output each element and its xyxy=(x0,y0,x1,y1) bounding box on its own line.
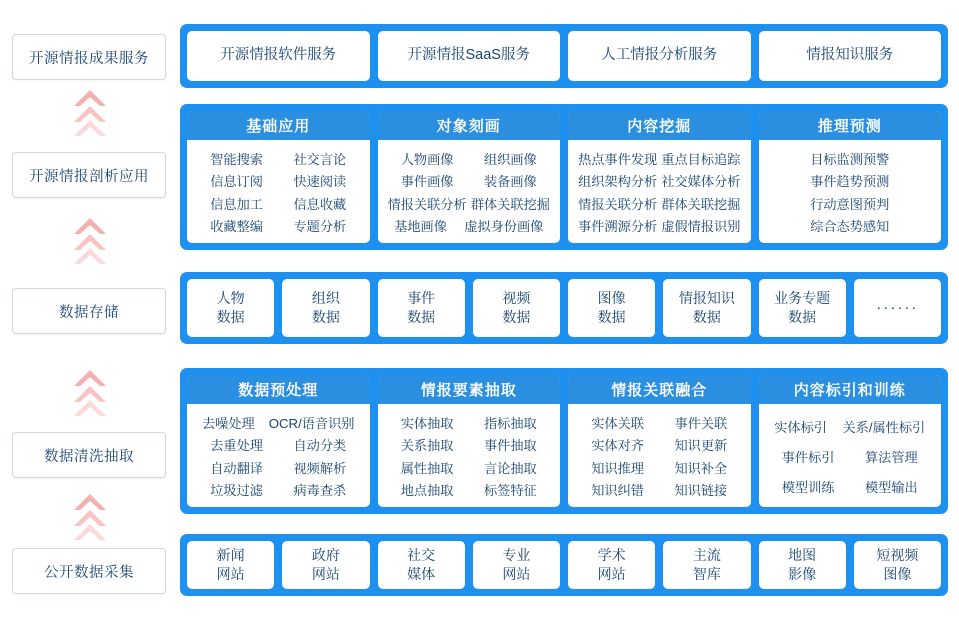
card-item[interactable]: 地点抽取 xyxy=(400,483,454,499)
card-item[interactable]: 事件关联 xyxy=(674,415,728,431)
stage-rail xyxy=(12,0,170,618)
card-row xyxy=(195,171,362,190)
card-title: 情报要素抽取 xyxy=(378,375,561,404)
rail-arrow-3 xyxy=(68,364,112,420)
storage-item-line1: 图像 xyxy=(597,290,626,307)
analysis-card-basic[interactable] xyxy=(187,111,370,243)
card-row xyxy=(195,480,362,499)
storage-item[interactable] xyxy=(568,279,655,337)
card-item[interactable]: 模型训练 xyxy=(781,479,835,495)
card-row xyxy=(386,413,553,432)
source-item-line2: 影像 xyxy=(788,566,817,582)
card-item[interactable]: 热点事件发现 xyxy=(578,151,658,167)
storage-item[interactable] xyxy=(187,279,274,337)
source-item[interactable] xyxy=(473,541,560,589)
card-item[interactable]: 群体关联挖掘 xyxy=(470,196,550,212)
card-row xyxy=(576,194,743,213)
card-item[interactable]: 信息加工 xyxy=(210,196,263,212)
card-item[interactable]: 群体关联挖掘 xyxy=(661,196,741,212)
rail-label-text: 开源情报成果服务 xyxy=(29,50,149,67)
card-row xyxy=(576,216,743,235)
storage-item[interactable] xyxy=(282,279,369,337)
card-item[interactable]: 实体标引 xyxy=(774,419,827,435)
card-item[interactable]: 智能搜索 xyxy=(210,151,263,167)
analysis-card-inference[interactable] xyxy=(759,111,942,243)
card-row xyxy=(767,149,934,168)
card-row xyxy=(767,447,934,466)
storage-item-line1: 业务专题 xyxy=(774,290,831,307)
card-row xyxy=(386,480,553,499)
card-title: 内容标引和训练 xyxy=(759,375,942,404)
chevron-up-icon xyxy=(70,490,110,542)
card-item[interactable]: 专题分析 xyxy=(293,219,347,235)
storage-item-line2: 数据 xyxy=(597,309,626,325)
source-item-line1: 短视频 xyxy=(876,547,919,564)
source-item[interactable] xyxy=(282,541,369,589)
card-row xyxy=(576,413,743,432)
card-item[interactable]: 快速阅读 xyxy=(293,174,347,190)
storage-item[interactable] xyxy=(378,279,465,337)
source-item-line2: 网站 xyxy=(216,566,245,582)
card-row xyxy=(767,477,934,496)
source-item[interactable] xyxy=(187,541,274,589)
card-item[interactable]: 事件抽取 xyxy=(484,438,537,454)
card-title: 数据预处理 xyxy=(187,375,370,404)
card-item[interactable]: 社交媒体分析 xyxy=(661,174,741,190)
storage-item-line1: 情报知识 xyxy=(678,290,735,307)
rail-label-text: 开源情报剖析应用 xyxy=(29,168,149,185)
card-row xyxy=(195,413,362,432)
rail-arrow-4 xyxy=(68,488,112,544)
card-item[interactable]: 知识链接 xyxy=(674,483,728,499)
rail-label-text: 数据存储 xyxy=(59,304,119,321)
storage-item-line1: 组织 xyxy=(311,290,340,307)
source-item-line2: 网站 xyxy=(502,566,531,582)
source-item-line1: 新闻 xyxy=(216,547,245,564)
service-item[interactable]: 开源情报软件服务 xyxy=(187,31,370,81)
band-storage xyxy=(180,272,948,344)
storage-item-line1: 事件 xyxy=(407,290,436,307)
card-item[interactable]: 社交言论 xyxy=(293,151,347,167)
card-row xyxy=(767,194,934,213)
rail-label-text: 公开数据采集 xyxy=(44,564,134,581)
source-item[interactable] xyxy=(759,541,846,589)
rail-label-cleaning xyxy=(12,432,166,478)
band-service xyxy=(180,24,948,88)
card-row xyxy=(195,216,362,235)
card-title: 内容挖掘 xyxy=(568,111,751,140)
source-item-line2: 智库 xyxy=(692,566,721,582)
source-item-line2: 媒体 xyxy=(407,566,436,582)
rail-label-sources xyxy=(12,548,166,594)
card-item[interactable]: 模型输出 xyxy=(865,479,918,495)
storage-item[interactable] xyxy=(663,279,750,337)
rail-label-service xyxy=(12,34,166,80)
card-item[interactable]: 实体抽取 xyxy=(400,415,454,431)
storage-item-line1: 人物 xyxy=(216,290,245,307)
card-item[interactable]: 自动分类 xyxy=(293,438,347,454)
card-item[interactable]: 人物画像 xyxy=(400,151,454,167)
cleaning-card-annotation-training[interactable] xyxy=(759,375,942,507)
rail-arrow-2 xyxy=(68,212,112,268)
source-item[interactable] xyxy=(568,541,655,589)
card-item[interactable]: 虚拟身份画像 xyxy=(464,219,544,235)
card-row xyxy=(195,458,362,477)
source-item-line2: 网站 xyxy=(597,566,626,582)
card-body xyxy=(187,404,370,507)
card-item[interactable]: 实体对齐 xyxy=(591,438,644,454)
card-body xyxy=(568,140,751,243)
source-item-line1: 社交 xyxy=(407,547,436,564)
card-item[interactable]: 事件趋势预测 xyxy=(810,174,890,190)
source-item-line2: 图像 xyxy=(883,566,912,582)
rail-label-analysis xyxy=(12,152,166,198)
card-item[interactable]: 收藏整编 xyxy=(210,219,263,235)
analysis-card-content-mining[interactable] xyxy=(568,111,751,243)
card-item[interactable]: 目标监测预警 xyxy=(810,151,890,167)
card-row xyxy=(576,171,743,190)
card-item[interactable]: 指标抽取 xyxy=(484,415,537,431)
card-item[interactable]: 病毒查杀 xyxy=(293,483,347,499)
card-item[interactable]: 言论抽取 xyxy=(484,460,537,476)
source-item[interactable] xyxy=(854,541,941,589)
card-item[interactable]: 组织架构分析 xyxy=(578,174,658,190)
card-row xyxy=(386,194,553,213)
card-row xyxy=(767,417,934,436)
card-item[interactable]: 装备画像 xyxy=(484,174,537,190)
card-item[interactable]: OCR/语音识别 xyxy=(268,415,355,431)
card-row xyxy=(576,480,743,499)
rail-label-storage xyxy=(12,288,166,334)
card-title: 基础应用 xyxy=(187,111,370,140)
card-item[interactable]: 标签特征 xyxy=(484,483,537,499)
card-item[interactable]: 情报关联分析 xyxy=(578,196,658,212)
card-item[interactable]: 事件标引 xyxy=(781,449,835,465)
card-item[interactable]: 知识推理 xyxy=(591,460,644,476)
card-item[interactable]: 信息收藏 xyxy=(293,196,347,212)
card-item[interactable]: 自动翻译 xyxy=(210,460,263,476)
card-body xyxy=(568,404,751,507)
source-item-line1: 主流 xyxy=(692,547,721,564)
cleaning-card-fusion[interactable] xyxy=(568,375,751,507)
service-item[interactable]: 情报知识服务 xyxy=(759,31,942,81)
card-row xyxy=(195,435,362,454)
card-item[interactable]: 算法管理 xyxy=(865,449,918,465)
card-body xyxy=(759,404,942,507)
storage-item-line2: 数据 xyxy=(311,309,340,325)
storage-item-line2: 数据 xyxy=(788,309,817,325)
card-body xyxy=(187,140,370,243)
card-row xyxy=(767,216,934,235)
storage-item-line2: 数据 xyxy=(502,309,531,325)
card-item[interactable]: 虚假情报识别 xyxy=(661,219,741,235)
source-item-line1: 政府 xyxy=(311,547,340,564)
service-item[interactable]: 开源情报SaaS服务 xyxy=(378,31,561,81)
source-item[interactable] xyxy=(663,541,750,589)
card-item[interactable]: 视频解析 xyxy=(293,460,347,476)
band-cleaning xyxy=(180,368,948,514)
card-item[interactable]: 关系抽取 xyxy=(400,438,454,454)
storage-item-line2: 数据 xyxy=(692,309,721,325)
card-row xyxy=(386,216,553,235)
card-item[interactable]: 知识补全 xyxy=(674,460,728,476)
card-row xyxy=(576,435,743,454)
card-item[interactable]: 基地画像 xyxy=(394,219,447,235)
analysis-card-object-profiling[interactable] xyxy=(378,111,561,243)
cleaning-card-element-extraction[interactable] xyxy=(378,375,561,507)
storage-item[interactable] xyxy=(759,279,846,337)
card-body xyxy=(378,404,561,507)
source-item-line1: 学术 xyxy=(597,547,626,564)
card-item[interactable]: 事件画像 xyxy=(400,174,454,190)
card-item[interactable]: 事件溯源分析 xyxy=(578,219,658,235)
card-row xyxy=(386,458,553,477)
card-item[interactable]: 去重处理 xyxy=(210,438,263,454)
storage-item-line2: 数据 xyxy=(407,309,436,325)
card-item[interactable]: 信息订阅 xyxy=(210,174,263,190)
card-item[interactable]: 去噪处理 xyxy=(202,415,255,431)
storage-item[interactable] xyxy=(473,279,560,337)
card-item[interactable]: 属性抽取 xyxy=(400,460,454,476)
service-item[interactable]: 人工情报分析服务 xyxy=(568,31,751,81)
card-row xyxy=(386,171,553,190)
card-item[interactable]: 组织画像 xyxy=(484,151,537,167)
card-body xyxy=(759,140,942,243)
storage-item-more[interactable]: ······ xyxy=(854,279,941,337)
cleaning-card-preprocess[interactable] xyxy=(187,375,370,507)
card-title: 情报关联融合 xyxy=(568,375,751,404)
card-item[interactable]: 情报关联分析 xyxy=(387,196,467,212)
storage-item-line2: 数据 xyxy=(216,309,245,325)
card-row xyxy=(576,458,743,477)
card-row xyxy=(386,149,553,168)
band-analysis xyxy=(180,104,948,250)
card-item[interactable]: 综合态势感知 xyxy=(810,219,890,235)
rail-label-text: 数据清洗抽取 xyxy=(44,448,134,465)
chevron-up-icon xyxy=(70,366,110,418)
chevron-up-icon xyxy=(70,86,110,138)
card-row xyxy=(195,149,362,168)
card-row xyxy=(195,194,362,213)
card-row xyxy=(576,149,743,168)
card-row xyxy=(767,171,934,190)
card-title: 对象刻画 xyxy=(378,111,561,140)
source-item-line1: 专业 xyxy=(502,547,531,564)
source-item-line1: 地图 xyxy=(788,547,817,564)
card-body xyxy=(378,140,561,243)
card-item[interactable]: 关系/属性标引 xyxy=(842,419,926,435)
card-item[interactable]: 实体关联 xyxy=(591,415,644,431)
card-title: 推理预测 xyxy=(759,111,942,140)
card-item[interactable]: 垃圾过滤 xyxy=(210,483,263,499)
card-row xyxy=(386,435,553,454)
band-sources xyxy=(180,534,948,596)
card-item[interactable]: 行动意图预判 xyxy=(810,196,890,212)
source-item[interactable] xyxy=(378,541,465,589)
card-item[interactable]: 知识更新 xyxy=(674,438,728,454)
storage-item-line1: 视频 xyxy=(502,290,531,307)
rail-arrow-1 xyxy=(68,84,112,140)
source-item-line2: 网站 xyxy=(311,566,340,582)
card-item[interactable]: 重点目标追踪 xyxy=(661,151,741,167)
chevron-up-icon xyxy=(70,214,110,266)
card-item[interactable]: 知识纠错 xyxy=(591,483,644,499)
